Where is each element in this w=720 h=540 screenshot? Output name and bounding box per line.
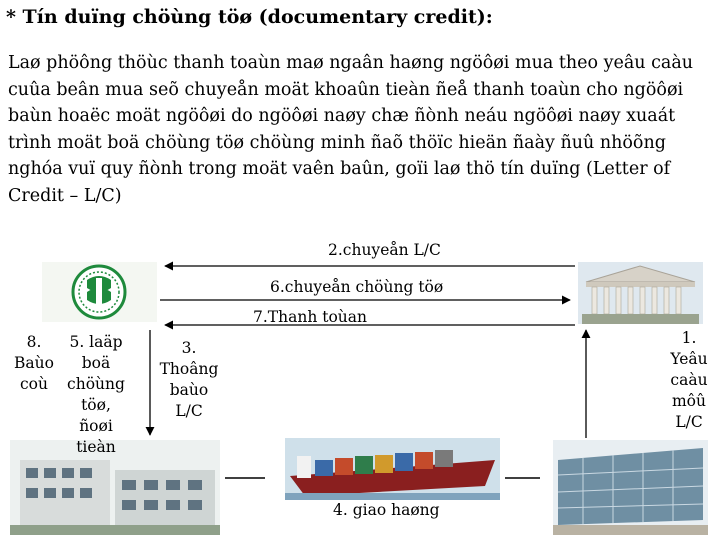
advising-bank-building (578, 262, 703, 324)
issuing-bank-logo (42, 262, 157, 322)
step-6-label: 6.chuyeån chöùng töø (270, 278, 444, 296)
step-8-label: 8. Baùo coù (14, 333, 54, 393)
step-4-label: 4. giao haøng (333, 501, 440, 519)
step-2-label: 2.chuyeån L/C (328, 241, 441, 259)
container-ship (285, 438, 500, 500)
step-3-label: 3. Thoâng baùo L/C (159, 339, 219, 420)
definition-paragraph: Laø phöông thöùc thanh toaùn maø ngaân haøng ngöôøi mua theo yeâu caàu cuûa beân mua seõ chuyeån moät khoaûn tieàn ñeå thanh toaùn cho ngöôøi baùn hoaëc moät ngöôøi do ngöôøi naøy chæ ñònh neáu ngöôøi naøy xuaát trình moät boä chöùng töø chöùng minh ñaõ thöïc hieän ñaày ñuû nhöõng nghóa vuï quy ñònh trong moät vaên baûn, goïi laø thö tín duïng (Letter of Credit – L/C) (8, 53, 694, 206)
step-5-label: 5. laäp boä chöùng töø, ñoøi tieàn (67, 333, 125, 456)
step-7-label: 7.Thanh toùan (253, 308, 368, 326)
buyer-building (553, 440, 708, 535)
step-1-label: 1. Yeâu caàu môû L/C (670, 329, 708, 431)
heading: * Tín duïng chöùng töø (documentary credit): (6, 6, 493, 28)
